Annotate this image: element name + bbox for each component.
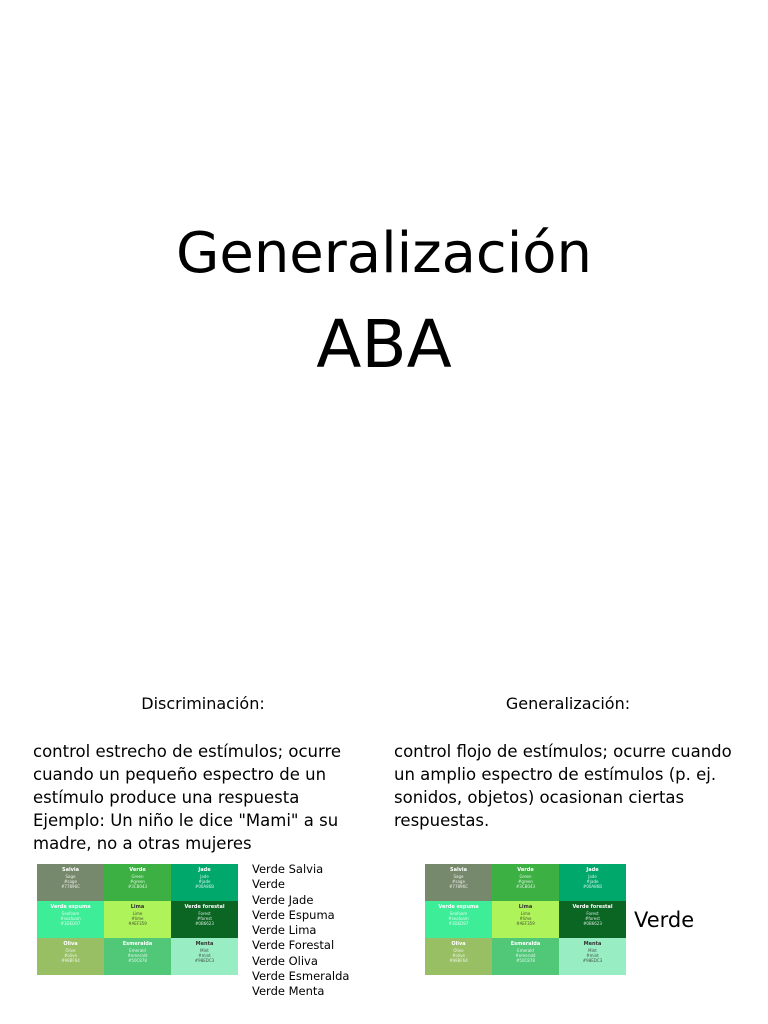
list-item: Verde Esmeralda: [252, 969, 350, 984]
swatch-name: Salvia: [61, 867, 80, 873]
swatch-tag: #sage: [64, 879, 77, 884]
swatch-english: Sage: [65, 874, 76, 879]
swatch-english: Jade: [200, 874, 209, 879]
swatch-hex: #AEF359: [516, 921, 535, 926]
color-swatch: [171, 938, 238, 975]
swatch-hex: #50C878: [516, 958, 535, 963]
swatch-tag: #jade: [198, 879, 211, 884]
swatch-tag: #forest: [197, 916, 212, 921]
swatch-name: Verde espuma: [438, 904, 479, 910]
swatch-hex: #3DED97: [60, 921, 81, 926]
swatch-name: Lima: [518, 904, 533, 910]
swatch-name: Verde: [129, 867, 146, 873]
body-line: Ejemplo: Un niño le dice "Mami" a su: [33, 811, 339, 830]
swatch-english: Seafoam: [449, 911, 468, 916]
body-line: respuestas.: [394, 811, 490, 830]
color-swatch: [104, 938, 171, 975]
body-line: control estrecho de estímulos; ocurre: [33, 742, 342, 761]
verde-label: Verde: [634, 908, 695, 932]
swatch-hex: #77896C: [449, 884, 468, 889]
list-item: Verde Forestal: [252, 938, 335, 953]
swatch-hex: #3DED97: [448, 921, 469, 926]
swatch-english: Mint: [200, 948, 209, 953]
body-line: cuando un pequeño espectro de un: [33, 765, 327, 784]
swatch-tag: #lime: [131, 916, 144, 921]
swatch-hex: #0B6623: [583, 921, 602, 926]
swatch-tag: #olive: [64, 953, 77, 958]
page-subtitle: ABA: [316, 306, 452, 383]
swatch-tag: #emerald: [127, 953, 148, 958]
swatch-tag: #forest: [585, 916, 600, 921]
swatch-hex: #00A86B: [582, 884, 602, 889]
color-swatch: [104, 864, 171, 901]
color-swatch: [425, 901, 492, 938]
swatch-english: Green: [131, 874, 144, 879]
swatch-hex: #98BF64: [61, 958, 80, 963]
page-title: Generalización: [175, 221, 593, 286]
body-line: madre, no a otras mujeres: [33, 834, 252, 853]
swatch-hex: #AEF359: [128, 921, 147, 926]
generalization-heading: Generalización:: [505, 694, 631, 713]
swatch-tag: #green: [130, 879, 145, 884]
swatch-name: Lima: [130, 904, 145, 910]
color-swatch: [492, 901, 559, 938]
generalization-body: [394, 740, 754, 832]
swatch-english: Forest: [586, 911, 599, 916]
swatch-english: Green: [519, 874, 532, 879]
swatch-name: Oliva: [451, 941, 466, 947]
discrimination-body: [33, 740, 378, 855]
swatch-name: Verde forestal: [184, 904, 225, 910]
swatch-tag: #emerald: [515, 953, 536, 958]
swatch-name: Menta: [583, 941, 602, 947]
body-line: estímulo produce una respuesta: [33, 788, 300, 807]
swatch-name: Menta: [195, 941, 214, 947]
color-swatch: [559, 901, 626, 938]
list-item: Verde: [252, 877, 285, 892]
swatch-name: Esmeralda: [510, 941, 541, 947]
swatch-english: Emerald: [517, 948, 534, 953]
swatch-english: Sage: [453, 874, 464, 879]
swatch-english: Seafoam: [61, 911, 80, 916]
swatch-english: Olive: [65, 948, 76, 953]
swatch-tag: #lime: [519, 916, 532, 921]
swatch-hex: #3CB043: [515, 884, 536, 889]
swatch-tag: #jade: [586, 879, 599, 884]
color-swatch: [559, 938, 626, 975]
list-item: Verde Lima: [252, 923, 317, 938]
swatch-tag: #mint: [198, 953, 211, 958]
swatch-hex: #0B6623: [195, 921, 214, 926]
swatch-hex: #98BF64: [449, 958, 468, 963]
swatch-tag: #sage: [452, 879, 465, 884]
swatch-name: Salvia: [449, 867, 468, 873]
swatch-hex: #3CB043: [127, 884, 148, 889]
swatch-tag: #mint: [586, 953, 599, 958]
color-swatch: [171, 864, 238, 901]
swatch-name: Jade: [586, 867, 599, 873]
list-item: Verde Jade: [252, 892, 314, 907]
swatch-name: Esmeralda: [122, 941, 153, 947]
color-swatch: [492, 864, 559, 901]
color-swatch: [425, 864, 492, 901]
swatch-name: Verde espuma: [50, 904, 91, 910]
swatch-english: Emerald: [129, 948, 146, 953]
swatch-english: Lime: [520, 911, 531, 916]
color-swatch: [425, 938, 492, 975]
color-swatch: [104, 901, 171, 938]
list-item: Verde Espuma: [252, 907, 335, 922]
color-swatch: [559, 864, 626, 901]
swatch-hex: #98EDC3: [194, 958, 215, 963]
swatch-name: Verde: [517, 867, 534, 873]
color-swatch: [37, 901, 104, 938]
color-swatch: [171, 901, 238, 938]
swatch-name: Oliva: [63, 941, 78, 947]
swatch-tag: #olive: [452, 953, 465, 958]
swatch-tag: #green: [518, 879, 533, 884]
swatch-name: Jade: [198, 867, 211, 873]
swatch-hex: #50C878: [128, 958, 147, 963]
list-item: Verde Salvia: [252, 862, 324, 876]
body-line: control flojo de estímulos; ocurre cuando: [394, 742, 732, 761]
swatch-tag: #seafoam: [60, 916, 81, 921]
swatch-hex: #77896C: [61, 884, 80, 889]
body-line: un amplio espectro de estímulos (p. ej.: [394, 765, 717, 784]
swatch-english: Lime: [132, 911, 143, 916]
swatch-tag: #seafoam: [448, 916, 469, 921]
swatch-english: Forest: [198, 911, 211, 916]
swatch-hex: #98EDC3: [582, 958, 603, 963]
color-swatch: [492, 938, 559, 975]
color-swatch: [37, 938, 104, 975]
discrimination-heading: Discriminación:: [141, 694, 265, 713]
color-name-list: [252, 862, 349, 1000]
swatch-grid-left: [37, 864, 238, 975]
swatch-english: Olive: [453, 948, 464, 953]
swatch-english: Mint: [588, 948, 597, 953]
list-item: Verde Menta: [252, 984, 325, 999]
swatch-hex: #00A86B: [194, 884, 214, 889]
swatch-english: Jade: [588, 874, 597, 879]
body-line: sonidos, objetos) ocasionan ciertas: [394, 788, 685, 807]
swatch-name: Verde forestal: [572, 904, 613, 910]
color-swatch: [37, 864, 104, 901]
list-item: Verde Oliva: [252, 953, 318, 968]
swatch-grid-right: [425, 864, 626, 975]
